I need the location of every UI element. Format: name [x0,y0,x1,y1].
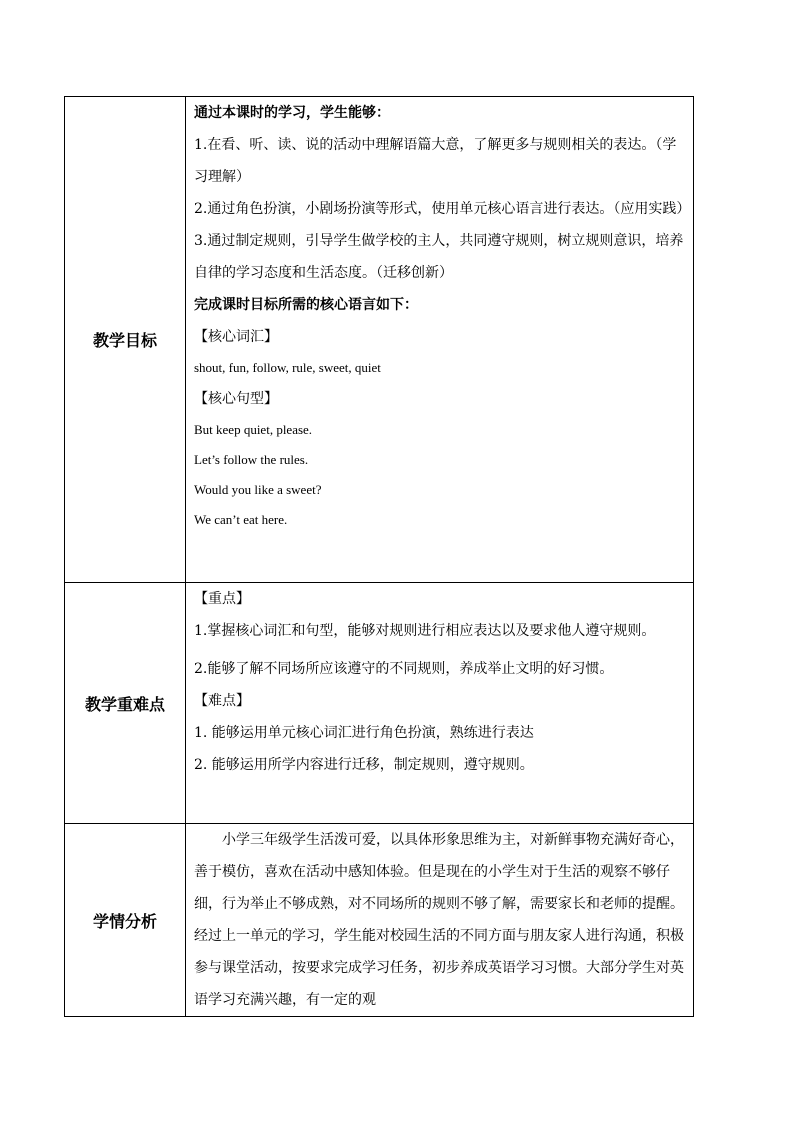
lesson-plan-table [64,96,694,1017]
vocab-heading: 【核心词汇】 [194,329,278,345]
focus-item-1: 1.掌握核心词汇和句型，能够对规则进行相应表达以及要求他人遵守规则。 [194,623,656,639]
difficulty-heading: 【难点】 [194,693,250,709]
sentence-item: Let’s follow the rules. [194,452,309,467]
key-points-content [186,583,694,824]
student-analysis-label: 学情分析 [65,824,186,1017]
teaching-goals-label: 教学目标 [65,97,186,583]
focus-heading: 【重点】 [194,591,250,607]
goal-item-2: 2.通过角色扮演，小剧场扮演等形式，使用单元核心语言进行表达。（应用实践） [194,201,691,217]
student-analysis-content [186,824,694,1017]
goal-item-3: 3.通过制定规则，引导学生做学校的主人，共同遵守规则，树立规则意识，培养自律的学习态度和生活态度。（迁移创新） [194,233,684,281]
difficulty-item-1: 1. 能够运用单元核心词汇进行角色扮演，熟练进行表达 [194,725,534,741]
sentence-item: We can’t eat here. [194,512,288,527]
focus-item-2: 2.能够了解不同场所应该遵守的不同规则，养成举止文明的好习惯。 [194,661,614,677]
student-analysis-row [65,824,694,1017]
teaching-goals-row [65,97,694,583]
student-analysis-text: 小学三年级学生活泼可爱，以具体形象思维为主，对新鲜事物充满好奇心，善于模仿，喜欢在活动中感知体验。但是现在的小学生对于生活的观察不够仔细，行为举止不够成熟，对不同场所的规则不够了解，需要家长和老师的提醒。经过上一单元的学习，学生能对校园生活的不同方面与朋友家人进行沟通，积极参与课堂活动，按要求完成学习任务，初步养成英语学习习惯。大部分学生对英语学习充满兴趣，有一定的观 [194,832,684,1008]
key-points-label: 教学重难点 [65,583,186,824]
core-language-intro: 完成课时目标所需的核心语言如下： [194,297,418,313]
goal-item-1: 1.在看、听、读、说的活动中理解语篇大意，了解更多与规则相关的表达。（学习理解） [194,137,677,185]
sentence-item: Would you like a sweet? [194,482,322,497]
vocab-list: shout, fun, follow, rule, sweet, quiet [194,360,381,375]
teaching-goals-content [186,97,694,583]
sentence-heading: 【核心句型】 [194,391,278,407]
sentence-item: But keep quiet, please. [194,422,313,437]
key-points-row [65,583,694,824]
goals-intro: 通过本课时的学习，学生能够： [194,105,390,121]
difficulty-item-2: 2. 能够运用所学内容进行迁移，制定规则，遵守规则。 [194,757,534,773]
